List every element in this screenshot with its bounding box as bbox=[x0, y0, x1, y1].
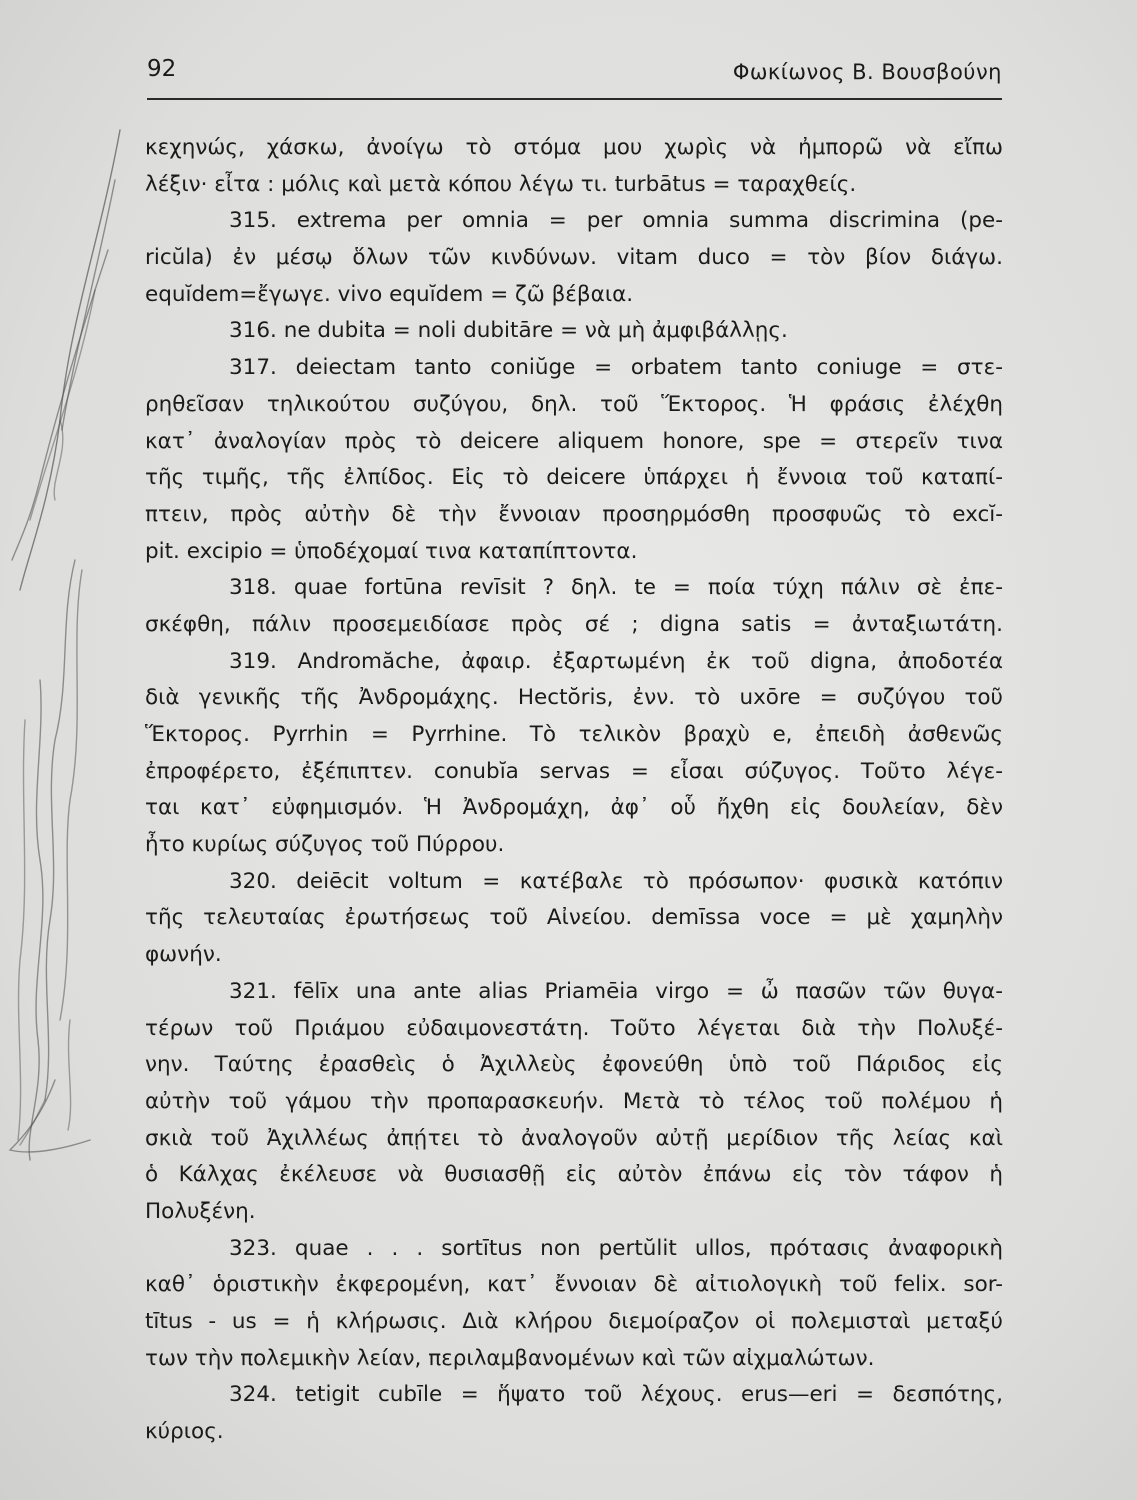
text-line: καθ᾽ ὁριστικὴν ἐκφερομένη, κατ᾽ ἔννοιαν δὲ αἰτιολογικὴ τοῦ felix. sor- bbox=[145, 1272, 1003, 1298]
text-line: τῆς τελευταίας ἐρωτήσεως τοῦ Αἰνείου. demīssa voce = μὲ χαμηλὴν bbox=[145, 905, 1003, 931]
text-line: σκέφθη, πάλιν προσεμειδίασε πρὸς σέ ; digna satis = ἀνταξιωτάτη. bbox=[145, 611, 1003, 637]
text-line: ἐπροφέρετο, ἐξέπιπτεν. conubĭa servas = εἶσαι σύζυγος. Τοῦτο λέγε- bbox=[145, 758, 1003, 784]
page-number: 92 bbox=[147, 56, 177, 82]
text-line: των τὴν πολεμικὴν λείαν, περιλαμβανομένων καὶ τῶν αἰχμαλώτων. bbox=[145, 1345, 875, 1371]
text-line: ται κατ᾽ εὐφημισμόν. Ἡ Ἀνδρομάχη, ἀφ᾽ οὗ ἤχθη εἰς δουλείαν, δὲν bbox=[145, 795, 1003, 821]
text-line: 323. quae . . . sortītus non pertŭlit ullos, πρότασις ἀναφορικὴ bbox=[229, 1235, 1003, 1261]
text-line: 321. fēlīx una ante alias Priamēia virgo = ὦ πασῶν τῶν θυγα- bbox=[229, 978, 1003, 1004]
text-line: διὰ γενικῆς τῆς Ἀνδρομάχης. Hectŏris, ἐνν. τὸ uxōre = συζύγου τοῦ bbox=[145, 685, 1003, 711]
text-line: κύριος. bbox=[145, 1419, 224, 1445]
text-line: κατ᾽ ἀναλογίαν πρὸς τὸ deicere aliquem honore, spe = στερεῖν τινα bbox=[145, 428, 1003, 454]
text-line: 320. deiēcit voltum = κατέβαλε τὸ πρόσωπον· φυσικὰ κατόπιν bbox=[229, 868, 1003, 894]
text-line: λέξιν· εἶτα : μόλις καὶ μετὰ κόπου λέγω τι. turbātus = ταραχθείς. bbox=[145, 171, 857, 197]
text-line: νην. Ταύτης ἐρασθεὶς ὁ Ἀχιλλεὺς ἐφονεύθη ὑπὸ τοῦ Πάριδος εἰς bbox=[145, 1052, 1003, 1078]
text-line: 324. tetigit cubīle = ἥψατο τοῦ λέχους. erus—eri = δεσπότης, bbox=[229, 1382, 1003, 1408]
text-line: Ἕκτορος. Pyrrhin = Pyrrhine. Τὸ τελικὸν βραχὺ e, ἐπειδὴ ἀσθενῶς bbox=[145, 722, 1003, 747]
text-line: αὐτὴν τοῦ γάμου τὴν προπαρασκευήν. Μετὰ τὸ τέλος τοῦ πολέμου ἡ bbox=[145, 1088, 1003, 1114]
text-line: 316. ne dubita = noli dubitāre = νὰ μὴ ἀμφιβάλλῃς. bbox=[229, 318, 788, 344]
text-line: πτειν, πρὸς αὐτὴν δὲ τὴν ἔννοιαν προσηρμόσθη προσφυῶς τὸ excĭ- bbox=[145, 501, 1003, 527]
text-line: τέρων τοῦ Πριάμου εὐδαιμονεστάτη. Τοῦτο λέγεται διὰ τὴν Πολυξέ- bbox=[145, 1015, 1003, 1041]
pencil-marks-icon bbox=[0, 120, 140, 1280]
page-header bbox=[147, 56, 1002, 100]
text-line: tītus - us = ἡ κλήρωσις. Διὰ κλήρου διεμοίραζον οἱ πολεμισταὶ μεταξύ bbox=[145, 1309, 1003, 1334]
text-line: equĭdem=ἔγωγε. vivo equĭdem = ζῶ βέβαια. bbox=[145, 281, 634, 307]
text-line: φωνήν. bbox=[145, 942, 222, 968]
text-line: 318. quae fortūna revīsit ? δηλ. te = ποία τύχη πάλιν σὲ ἐπε- bbox=[229, 575, 1003, 601]
text-line: ὁ Κάλχας ἐκέλευσε νὰ θυσιασθῇ εἰς αὐτὸν ἐπάνω εἰς τὸν τάφον ἡ bbox=[145, 1162, 1003, 1188]
body-text bbox=[145, 130, 1003, 1451]
text-line: κεχηνώς, χάσκω, ἀνοίγω τὸ στόμα μου χωρὶς νὰ ἠμπορῶ νὰ εἴπω bbox=[145, 135, 1003, 160]
text-line: 317. deiectam tanto coniŭge = orbatem tanto coniuge = στε- bbox=[229, 355, 1003, 381]
text-line: Πολυξένη. bbox=[145, 1198, 256, 1224]
text-line: 319. Andromăche, ἀφαιρ. ἐξαρτωμένη ἐκ τοῦ digna, ἀποδοτέα bbox=[229, 648, 1003, 674]
text-line: ἦτο κυρίως σύζυγος τοῦ Πύρρου. bbox=[145, 832, 505, 858]
running-head: Φωκίωνος Β. Βουσβούνη bbox=[732, 60, 1002, 84]
text-line: ρηθεῖσαν τηλικούτου συζύγου, δηλ. τοῦ Ἕκτορος. Ἡ φράσις ἐλέχθη bbox=[145, 391, 1003, 417]
text-line: σκιὰ τοῦ Ἀχιλλέως ἀπῄτει τὸ ἀναλογοῦν αὐτῇ μερίδιον τῆς λείας καὶ bbox=[145, 1125, 1003, 1151]
text-line: 315. extrema per omnia = per omnia summa discrimina (pe- bbox=[229, 208, 1003, 234]
text-line: pit. excipio = ὑποδέχομαί τινα καταπίπτοντα. bbox=[145, 538, 638, 564]
text-line: τῆς τιμῆς, τῆς ἐλπίδος. Εἰς τὸ deicere ὑπάρχει ἡ ἔννοια τοῦ καταπί- bbox=[145, 465, 1003, 491]
text-line: ricŭla) ἐν μέσῳ ὅλων τῶν κινδύνων. vitam duco = τὸν βίον διάγω. bbox=[145, 245, 1003, 271]
